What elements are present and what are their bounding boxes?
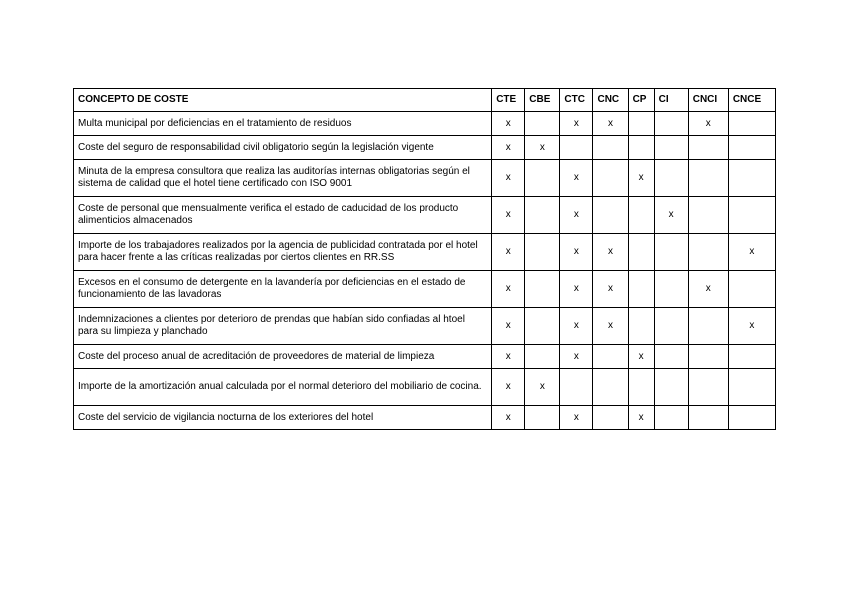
mark-cell [628,308,654,345]
mark-cell [560,369,593,406]
header-cnce: CNCE [728,89,775,112]
mark-cell: x [628,345,654,369]
mark-cell [628,112,654,136]
mark-cell: x [492,406,525,430]
mark-cell: x [654,197,688,234]
header-concepto: CONCEPTO DE COSTE [74,89,492,112]
mark-cell: x [688,271,728,308]
header-ctc: CTC [560,89,593,112]
mark-cell: x [728,234,775,271]
table-row [74,345,776,369]
mark-cell [560,136,593,160]
table-header-row [74,89,776,112]
mark-cell [628,271,654,308]
mark-cell [628,369,654,406]
mark-cell [654,406,688,430]
mark-cell [654,136,688,160]
mark-cell [688,369,728,406]
concept-cell: Minuta de la empresa consultora que realiza las auditorías internas obligatorias según el sistema de calidad que el hotel tiene certificado con ISO 9001 [74,160,492,197]
header-ci: CI [654,89,688,112]
header-cbe: CBE [525,89,560,112]
concept-cell: Coste del seguro de responsabilidad civil obligatorio según la legislación vigente [74,136,492,160]
mark-cell [688,308,728,345]
mark-cell [728,160,775,197]
mark-cell: x [728,308,775,345]
mark-cell: x [560,308,593,345]
mark-cell: x [628,160,654,197]
concept-cell: Importe de los trabajadores realizados por la agencia de publicidad contratada por el hotel para hacer frente a las críticas realizadas por ciertos clientes en RR.SS [74,234,492,271]
mark-cell: x [593,112,628,136]
concept-cell: Indemnizaciones a clientes por deterioro de prendas que habían sido confiadas al htoel para su limpieza y planchado [74,308,492,345]
mark-cell: x [628,406,654,430]
table-row [74,271,776,308]
concept-cell: Coste del servicio de vigilancia nocturna de los exteriores del hotel [74,406,492,430]
mark-cell [525,406,560,430]
mark-cell [525,308,560,345]
header-cte: CTE [492,89,525,112]
table-row [74,136,776,160]
mark-cell [728,197,775,234]
mark-cell [593,197,628,234]
mark-cell [628,136,654,160]
mark-cell [593,160,628,197]
mark-cell [728,112,775,136]
mark-cell [525,197,560,234]
concept-cell: Importe de la amortización anual calculada por el normal deterioro del mobiliario de cocina. [74,369,492,406]
mark-cell: x [593,234,628,271]
cost-classification-table [73,88,776,430]
table-row [74,369,776,406]
mark-cell: x [560,345,593,369]
table-row [74,160,776,197]
mark-cell [525,112,560,136]
mark-cell: x [492,112,525,136]
table-row [74,308,776,345]
mark-cell [728,345,775,369]
mark-cell: x [492,234,525,271]
mark-cell: x [492,136,525,160]
mark-cell [654,345,688,369]
mark-cell [728,369,775,406]
mark-cell: x [525,136,560,160]
mark-cell [688,234,728,271]
mark-cell [688,197,728,234]
mark-cell [728,271,775,308]
mark-cell: x [492,271,525,308]
mark-cell [628,197,654,234]
mark-cell [688,136,728,160]
header-cp: CP [628,89,654,112]
mark-cell: x [492,308,525,345]
mark-cell: x [492,345,525,369]
header-cnci: CNCI [688,89,728,112]
mark-cell: x [525,369,560,406]
mark-cell [728,406,775,430]
mark-cell: x [492,197,525,234]
mark-cell [525,271,560,308]
header-cnc: CNC [593,89,628,112]
mark-cell: x [492,369,525,406]
mark-cell [525,345,560,369]
mark-cell [654,369,688,406]
mark-cell [593,406,628,430]
mark-cell: x [560,271,593,308]
mark-cell: x [560,160,593,197]
mark-cell: x [560,234,593,271]
mark-cell [525,234,560,271]
mark-cell: x [593,308,628,345]
mark-cell [654,308,688,345]
table-row [74,197,776,234]
mark-cell [628,234,654,271]
mark-cell [654,234,688,271]
mark-cell [728,136,775,160]
mark-cell [688,406,728,430]
concept-cell: Multa municipal por deficiencias en el tratamiento de residuos [74,112,492,136]
concept-cell: Coste del proceso anual de acreditación de proveedores de material de limpieza [74,345,492,369]
mark-cell [525,160,560,197]
table-row [74,406,776,430]
concept-cell: Excesos en el consumo de detergente en la lavandería por deficiencias en el estado de funcionamiento de las lavadoras [74,271,492,308]
mark-cell: x [688,112,728,136]
mark-cell: x [560,406,593,430]
mark-cell [688,160,728,197]
concept-cell: Coste de personal que mensualmente verifica el estado de caducidad de los producto alimenticios almacenados [74,197,492,234]
mark-cell: x [560,112,593,136]
mark-cell: x [560,197,593,234]
mark-cell: x [492,160,525,197]
mark-cell [688,345,728,369]
mark-cell [654,112,688,136]
mark-cell [593,136,628,160]
mark-cell [593,345,628,369]
mark-cell: x [593,271,628,308]
mark-cell [654,160,688,197]
mark-cell [593,369,628,406]
table-row [74,234,776,271]
table-row [74,112,776,136]
mark-cell [654,271,688,308]
